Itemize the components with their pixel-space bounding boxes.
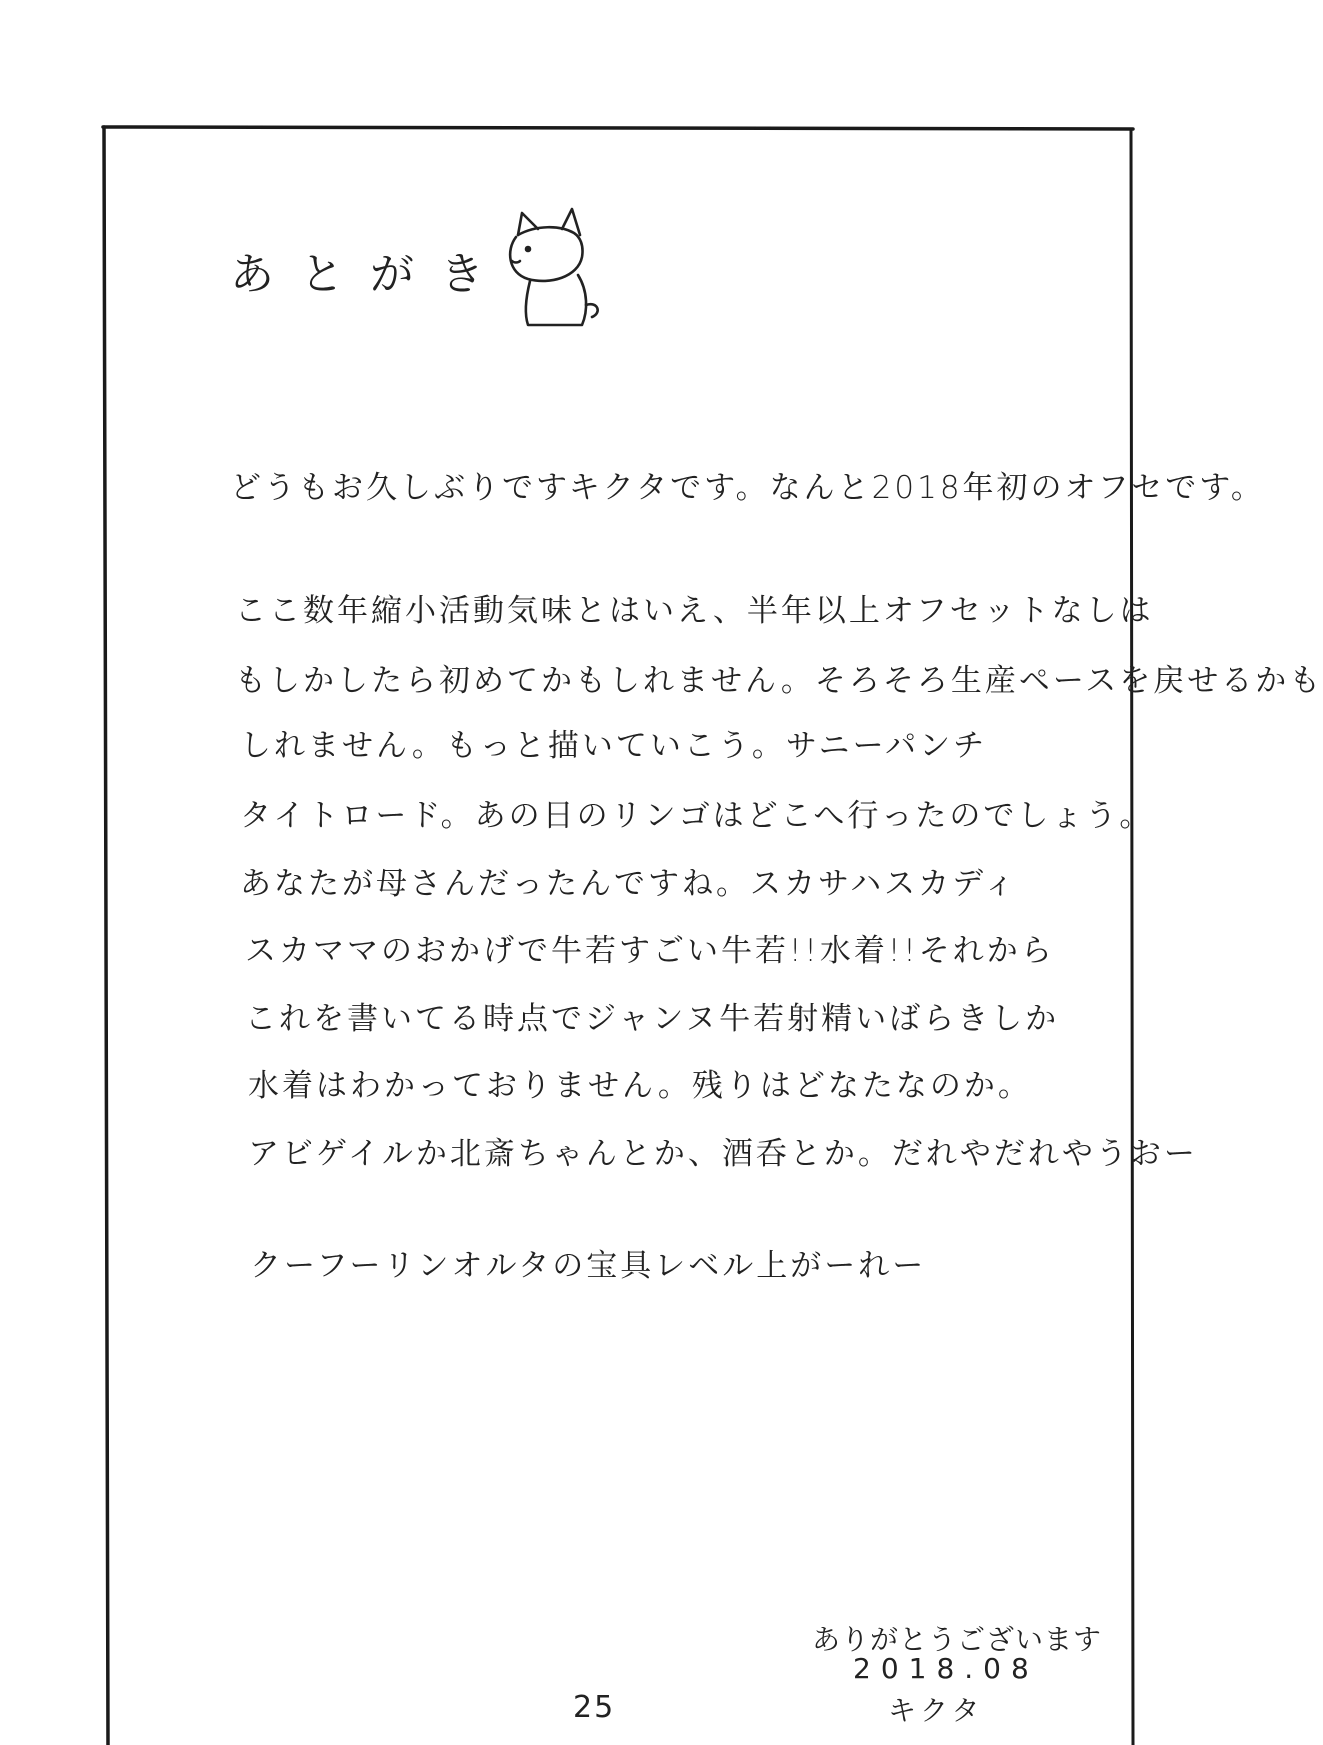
body-line-8: これを書いてる時点でジャンヌ牛若射精いばらきしか (245, 1001, 1060, 1037)
body-line-9: 水着はわかっておりません。残りはどなたなのか。 (248, 1068, 1032, 1104)
body-line-7: スカママのおかげで牛若すごい牛若!!水着!!それから (245, 933, 1055, 969)
body-line-11: クーフーリンオルタの宝具レベル上がーれー (250, 1248, 927, 1284)
body-line-4: しれません。もっと描いていこう。サニーパンチ (240, 728, 988, 764)
body-line-10: アビゲイルか北斎ちゃんとか、酒呑とか。だれやだれやうおー (248, 1136, 1198, 1172)
body-line-6: あなたが母さんだったんですね。スカサハスカディ (240, 866, 1018, 902)
signoff-date: 2018.08 (853, 1652, 1039, 1685)
signoff-author: キクタ (888, 1694, 984, 1727)
body-line-3: もしかしたら初めてかもしれません。そろそろ生産ペースを戻せるかも (235, 663, 1323, 699)
body-line-5: タイトロード。あの日のリンゴはどこへ行ったのでしょう。 (240, 798, 1154, 834)
page-number: 25 (573, 1690, 616, 1725)
signoff-thanks: ありがとうございます (812, 1623, 1103, 1656)
dog-doodle-icon (500, 205, 610, 330)
body-line-1: どうもお久しぶりですキクタです。なんと2018年初のオフセです。 (230, 470, 1265, 506)
body-line-2: ここ数年縮小活動気味とはいえ、半年以上オフセットなしは (235, 593, 1154, 629)
afterword-heading: あとがき (230, 249, 510, 300)
